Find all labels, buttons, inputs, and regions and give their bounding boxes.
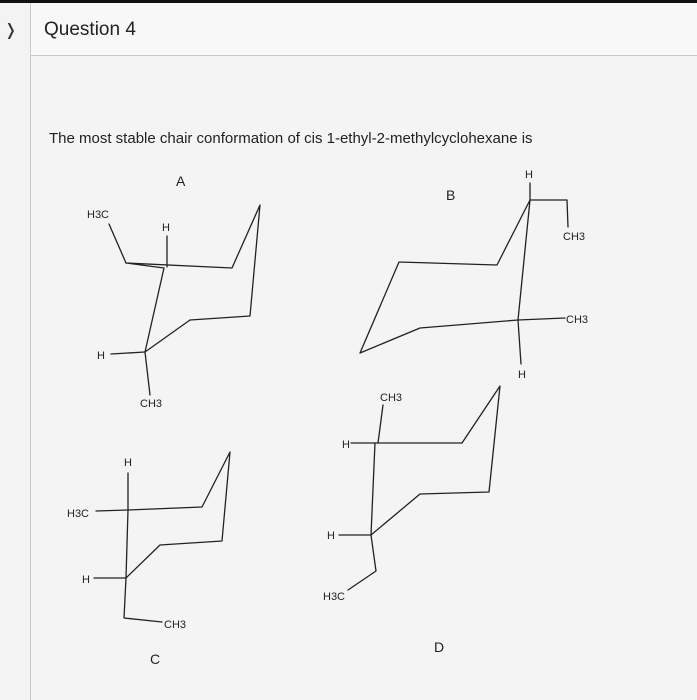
- question-prompt: The most stable chair conformation of cis 1-ethyl-2-methylcyclohexane is: [49, 130, 533, 147]
- a-h-left-label: H: [97, 350, 105, 362]
- structure-b[interactable]: [360, 169, 588, 381]
- chevron-right-icon[interactable]: ❭: [4, 22, 18, 39]
- option-c-letter: C: [150, 651, 161, 667]
- c-ring: [126, 452, 230, 578]
- question-title: Question 4: [44, 19, 136, 40]
- c-h-top-label: H: [124, 457, 132, 469]
- structure-d[interactable]: [323, 386, 500, 655]
- b-h-top-label: H: [525, 169, 533, 181]
- b-ethyl-bond: [530, 183, 568, 227]
- c-h3c-bond: [96, 510, 128, 511]
- option-d-letter: D: [434, 639, 445, 655]
- c-ethyl-bond: [124, 578, 162, 622]
- d-ring: [371, 386, 500, 535]
- d-h-lower-label: H: [327, 530, 335, 542]
- a-ch3-bond: [145, 352, 150, 395]
- b-h-bottom-bond: [518, 320, 521, 364]
- b-h-bottom-label: H: [518, 369, 526, 381]
- b-ch3-bond: [518, 318, 565, 320]
- d-ch3-top-label: CH3: [380, 392, 403, 404]
- b-ring: [360, 200, 530, 353]
- option-b-letter: B: [446, 187, 456, 203]
- option-a-letter: A: [176, 173, 186, 189]
- a-ring: [126, 205, 260, 352]
- structure-a[interactable]: [87, 173, 260, 410]
- b-ch3-right-label: CH3: [566, 314, 589, 326]
- d-h3c-bottom-label: H3C: [323, 591, 346, 603]
- a-h3c-label: H3C: [87, 209, 110, 221]
- b-ch3-upper-label: CH3: [563, 231, 586, 243]
- d-ch3-bond: [378, 405, 383, 443]
- c-ch3-bottom-label: CH3: [164, 619, 187, 631]
- d-ethyl-bond: [348, 535, 376, 590]
- structure-c[interactable]: [67, 452, 230, 667]
- d-h-upper-label: H: [342, 439, 350, 451]
- a-h-top-label: H: [162, 222, 170, 234]
- a-methyl-bond: [109, 224, 126, 263]
- a-h-left-bond: [111, 352, 145, 354]
- c-h3c-label: H3C: [67, 508, 90, 520]
- c-h-left-label: H: [82, 574, 90, 586]
- a-ch3-bottom-label: CH3: [140, 398, 163, 410]
